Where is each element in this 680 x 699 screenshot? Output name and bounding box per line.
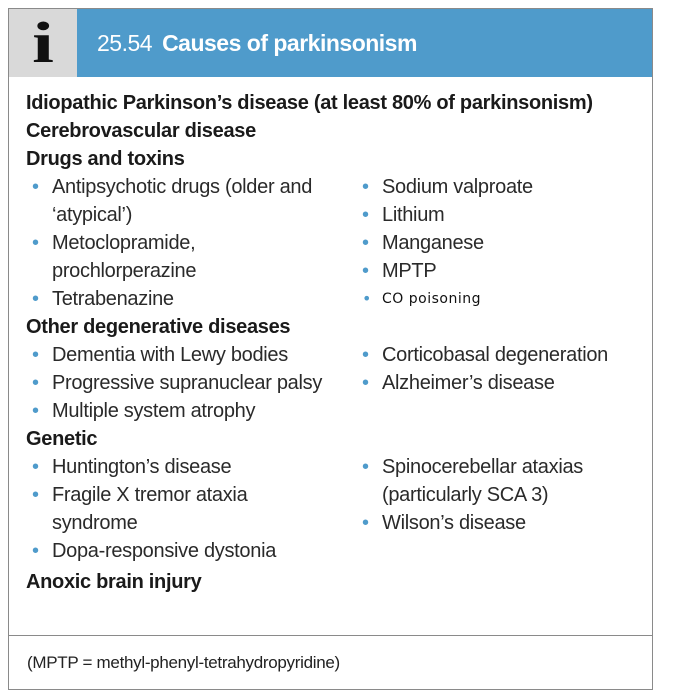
list-item: • Fragile X tremor ataxia: [26, 481, 356, 509]
genetic-left-list: [26, 453, 356, 565]
bullet-icon: •: [32, 232, 39, 254]
heading-cerebrovascular: Cerebrovascular disease: [26, 120, 256, 142]
bullet-icon: •: [362, 204, 369, 226]
info-icon: i: [32, 10, 54, 75]
list-item: • Huntington’s disease: [26, 453, 356, 481]
list-item: • Lithium: [356, 201, 642, 229]
heading-drugs: Drugs and toxins: [26, 148, 185, 170]
list-item-continuation: syndrome: [52, 512, 138, 534]
list-item: • Tetrabenazine: [26, 285, 356, 313]
bullet-icon: •: [362, 344, 369, 366]
box-content: [26, 89, 642, 596]
drugs-columns: [26, 173, 642, 313]
list-item-continuation: (particularly SCA 3): [382, 484, 549, 506]
degenerative-left-list: [26, 341, 356, 425]
heading-idiopathic: Idiopathic Parkinson’s disease (at least 80% of parkinsonism): [26, 92, 593, 114]
bullet-icon: •: [362, 232, 369, 254]
bullet-icon: •: [362, 289, 372, 308]
bullet-icon: •: [32, 400, 39, 422]
bullet-icon: •: [32, 288, 39, 310]
degenerative-right-list: [356, 341, 642, 425]
list-item: • Antipsychotic drugs (older and: [26, 173, 356, 201]
info-tab: [9, 9, 77, 77]
bullet-icon: •: [32, 456, 39, 478]
list-item: • Dopa-responsive dystonia: [26, 537, 356, 565]
list-item-continuation: ‘atypical’): [52, 204, 133, 226]
box-number: 25.54: [97, 29, 153, 56]
list-item: • Metoclopramide,: [26, 229, 356, 257]
footer-divider: [9, 635, 652, 636]
genetic-right-list: [356, 453, 642, 565]
drugs-right-list: [356, 173, 642, 313]
degenerative-columns: [26, 341, 642, 425]
bullet-icon: •: [32, 372, 39, 394]
heading-genetic: Genetic: [26, 428, 98, 450]
genetic-columns: [26, 453, 642, 565]
title-bar: [77, 9, 652, 77]
list-item: • Sodium valproate: [356, 173, 642, 201]
list-item: • Wilson’s disease: [356, 509, 642, 537]
list-item-continuation: prochlorperazine: [52, 260, 197, 282]
heading-anoxic: Anoxic brain injury: [26, 571, 202, 593]
handwritten-note: • CO poisoning: [356, 285, 642, 313]
list-item: • Spinocerebellar ataxias: [356, 453, 642, 481]
list-item: • Corticobasal degeneration: [356, 341, 642, 369]
list-item: • MPTP: [356, 257, 642, 285]
heading-degenerative: Other degenerative diseases: [26, 316, 291, 338]
footnote: (MPTP = methyl-phenyl-tetrahydropyridine): [27, 653, 340, 672]
info-box: [8, 8, 653, 690]
bullet-icon: •: [32, 344, 39, 366]
box-title: Causes of parkinsonism: [162, 29, 417, 56]
bullet-icon: •: [32, 176, 39, 198]
list-item: • Multiple system atrophy: [26, 397, 356, 425]
bullet-icon: •: [32, 540, 39, 562]
list-item: • Manganese: [356, 229, 642, 257]
bullet-icon: •: [362, 176, 369, 198]
bullet-icon: •: [362, 260, 369, 282]
list-item: • Alzheimer’s disease: [356, 369, 642, 397]
bullet-icon: •: [32, 484, 39, 506]
bullet-icon: •: [362, 512, 369, 534]
list-item: • Dementia with Lewy bodies: [26, 341, 356, 369]
bullet-icon: •: [362, 372, 369, 394]
list-item: • Progressive supranuclear palsy: [26, 369, 356, 397]
bullet-icon: •: [362, 456, 369, 478]
box-header: [9, 9, 652, 77]
drugs-left-list: [26, 173, 356, 313]
